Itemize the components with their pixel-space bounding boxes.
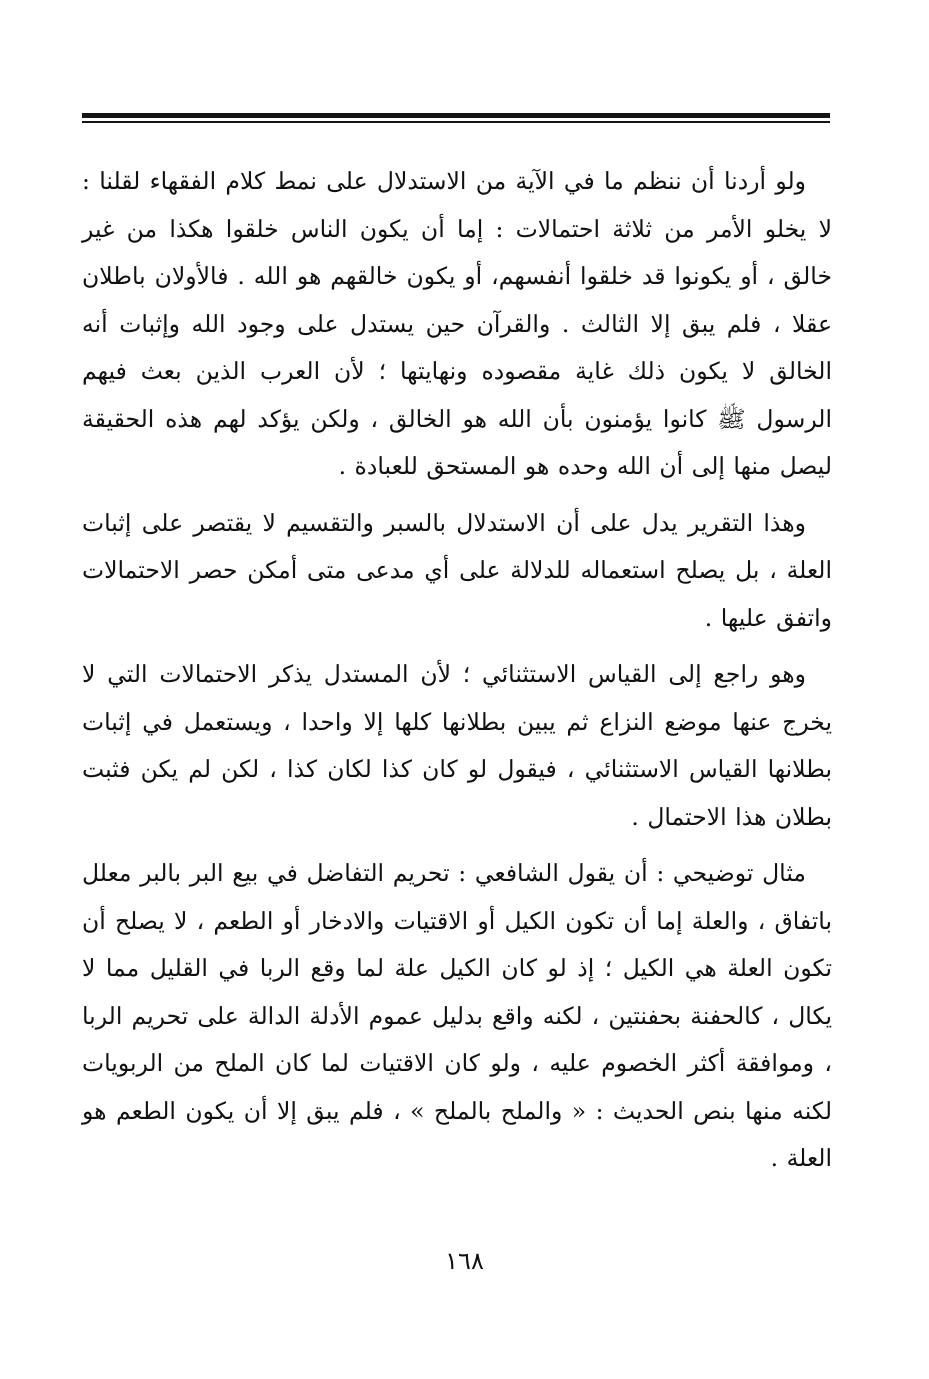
header-rule-thin-line: [82, 121, 830, 123]
header-rule: [82, 113, 830, 123]
paragraph-sabr-taqsim: وهذا التقرير يدل على أن الاستدلال بالسبر والتقسيم لا يقتصر على إثبات العلة ، بل يصلح استعماله للدلالة على أي مدعى متى أمكن حصر الاحتمالات واتفق عليها .: [82, 508, 832, 632]
page-number: ١٦٨: [445, 1247, 484, 1275]
body-text: [82, 158, 832, 1183]
header-rule-thick-line: [82, 113, 830, 118]
paragraph-syllogism-example: ولو أردنا أن ننظم ما في الآية من الاستدلال على نمط كلام الفقهاء لقلنا : لا يخلو الأمر من ثلاثة احتمالات : إما أن يكون الناس خلقوا هكذا من غير خالق ، أو يكونوا قد خلقوا أنفسهم، أو يكون خالقهم هو الله . فالأولان باطلان عقلا ، فلم يبق إلا الثالث . والقرآن حين يستدل على وجود الله وإثبات أنه الخالق لا يكون ذلك غاية مقصوده ونهايتها ؛ لأن العرب الذين بعث فيهم الرسول ﷺ كانوا يؤمنون بأن الله هو الخالق ، ولكن يؤكد لهم هذه الحقيقة ليصل منها إلى أن الله وحده هو المستحق للعبادة .: [82, 167, 832, 480]
paragraph-illustrative-example: مثال توضيحي : أن يقول الشافعي : تحريم التفاضل في بيع البر بالبر معلل باتفاق ، والعلة إما أن تكون الكيل أو الاقتيات والادخار أو الطعم ، لا يصلح أن تكون العلة هي الكيل ؛ إذ لو كان الكيل علة لما وقع الربا في القليل مما لا يكال ، كالحفنة بحفنتين ، لكنه واقع بدليل عموم الأدلة الدالة على تحريم الربا ، وموافقة أكثر الخصوم عليه ، ولو كان الاقتيات لما كان الملح من الربويات لكنه منها بنص الحديث : « والملح بالملح » ، فلم يبق إلا أن يكون الطعم هو العلة .: [82, 859, 832, 1172]
paragraph-qiyas-istithnai: وهو راجع إلى القياس الاستثنائي ؛ لأن المستدل يذكر الاحتمالات التي لا يخرج عنها موضع النزاع ثم يبين بطلانها كلها إلا واحدا ، ويستعمل في إثبات بطلانها القياس الاستثنائي ، فيقول لو كان كذا لكان كذا ، لكن لم يكن فثبت بطلان هذا الاحتمال .: [82, 660, 832, 831]
